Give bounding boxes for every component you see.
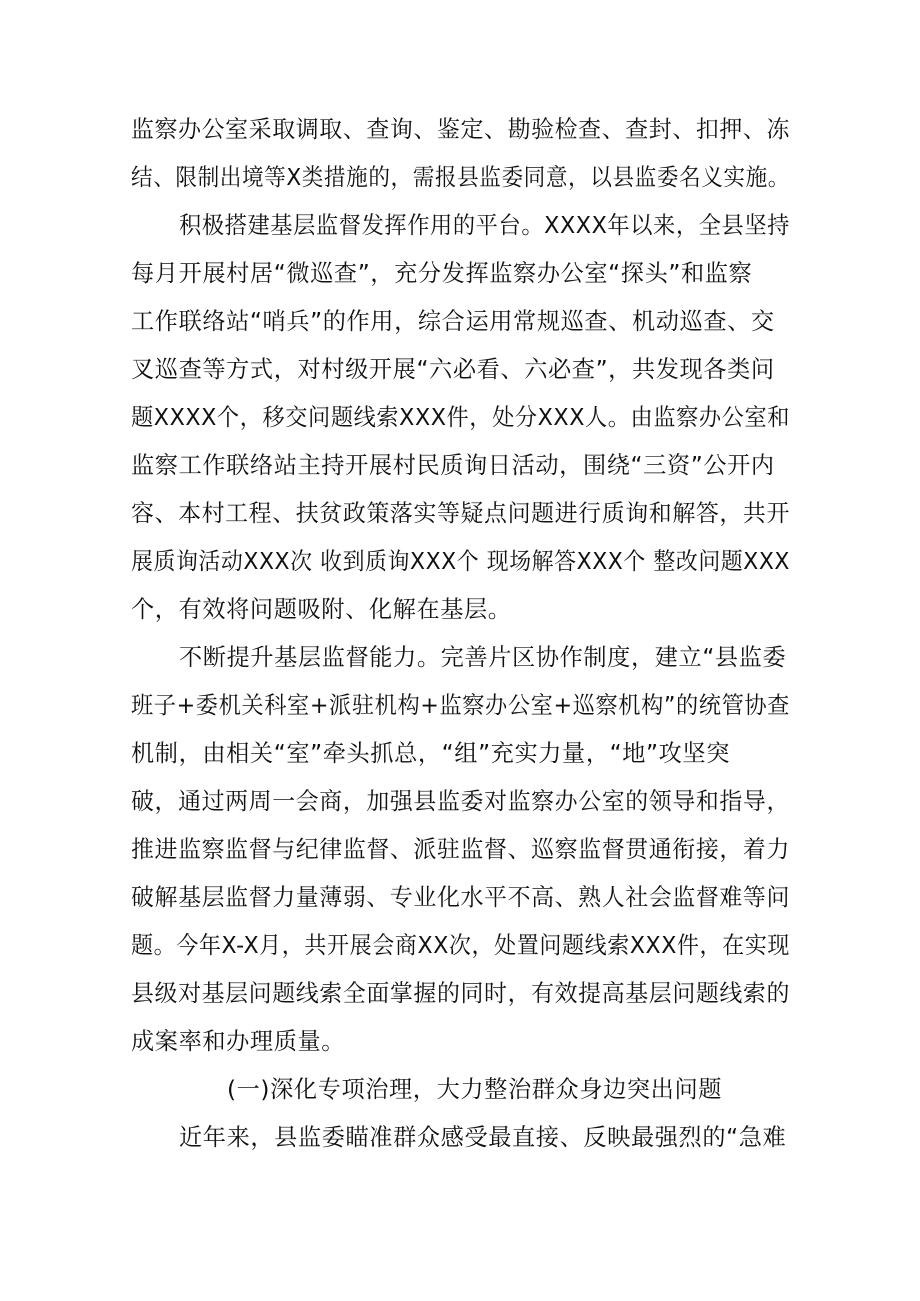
text-line: 题。今年X-X月，共开展会商XX次，处置问题线索XXX件，在实现: [131, 932, 790, 959]
text-line: 班子+委机关科室+派驻机构+监察办公室+巡察机构”的统管协查: [131, 692, 790, 719]
text-line: 展质询活动XXX次 收到质询XXX个 现场解答XXX个 整改问题XXX: [131, 548, 790, 575]
text-line: 每月开展村居“微巡查”，充分发挥监察办公室“探头”和监察: [131, 260, 753, 287]
section-heading: (一)深化专项治理，大力整治群众身边突出问题: [227, 1076, 723, 1103]
text-line: 个，有效将问题吸附、化解在基层。: [131, 596, 512, 623]
text-line: 成案率和办理质量。: [131, 1028, 346, 1055]
text-line: 叉巡查等方式，对村级开展“六必看、六必查”，共发现各类问: [131, 356, 775, 383]
text-line: 积极搭建基层监督发挥作用的平台。XXXX年以来，全县坚持: [179, 212, 790, 239]
text-line: 容、本村工程、扶贫政策落实等疑点问题进行质询和解答，共开: [131, 500, 790, 527]
text-line: 破，通过两周一会商，加强县监委对监察办公室的领导和指导，: [131, 788, 790, 815]
text-line: 不断提升基层监督能力。完善片区协作制度，建立“县监委: [179, 644, 787, 671]
text-line: 破解基层监督力量薄弱、专业化水平不高、熟人社会监督难等问: [131, 884, 790, 911]
text-line: 题XXXX个，移交问题线索XXX件，处分XXX人。由监察办公室和: [131, 404, 790, 431]
text-line: 工作联络站“哨兵”的作用，综合运用常规巡查、机动巡查、交: [131, 308, 775, 335]
text-line: 监察工作联络站主持开展村民质询日活动，围绕“三资”公开内: [131, 452, 775, 479]
text-line: 近年来，县监委瞄准群众感受最直接、反映最强烈的“急难: [179, 1124, 787, 1151]
text-line: 监察办公室采取调取、查询、鉴定、勘验检查、查封、扣押、冻: [131, 116, 790, 143]
text-line: 结、限制出境等X类措施的，需报县监委同意，以县监委名义实施。: [131, 164, 790, 191]
text-line: 机制，由相关“室”牵头抓总，“组”充实力量，“地”攻坚突: [131, 740, 730, 767]
text-line: 推进监察监督与纪律监督、派驻监督、巡察监督贯通衔接，着力: [131, 836, 790, 863]
text-line: 县级对基层问题线索全面掌握的同时，有效提高基层问题线索的: [131, 980, 790, 1007]
